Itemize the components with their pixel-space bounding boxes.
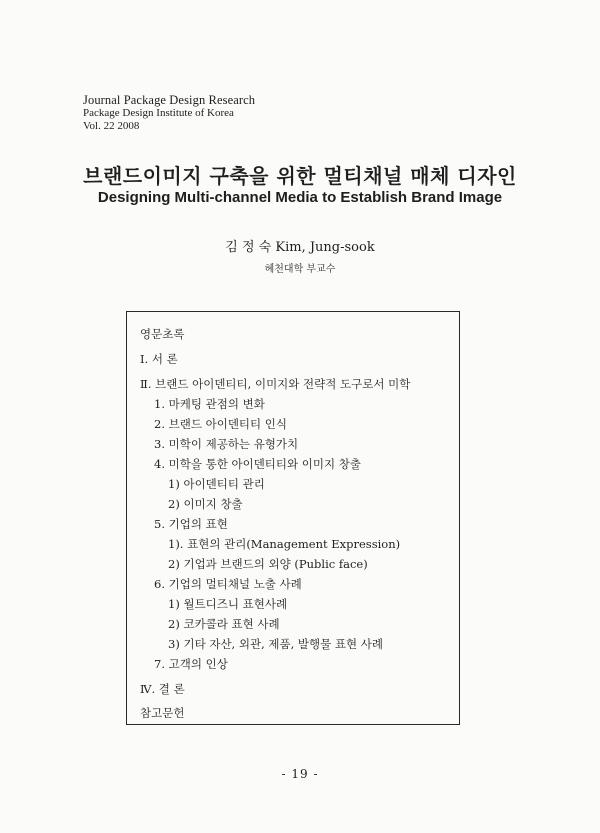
toc-item-2-4-1: 1) 아이덴티티 관리 <box>168 477 265 491</box>
toc-item-2-6-3: 3) 기타 자산, 외관, 제품, 발행물 표현 사례 <box>168 637 383 651</box>
toc-item-section-4: Ⅳ. 결 론 <box>140 682 185 696</box>
toc-item-2-6-1: 1) 월트디즈니 표현사례 <box>168 597 288 611</box>
toc-item-2-4: 4. 미학을 통한 아이덴티티와 이미지 창출 <box>154 457 361 471</box>
toc-item-2-4-2: 2) 이미지 창출 <box>168 497 243 511</box>
author-name: 김 정 숙 Kim, Jung-sook <box>225 240 375 255</box>
journal-header <box>83 94 255 133</box>
toc-item-2-3: 3. 미학이 제공하는 유형가치 <box>154 437 299 451</box>
toc-item-2-5: 5. 기업의 표현 <box>154 517 228 531</box>
toc-item-2-6: 6. 기업의 멀티채널 노출 사례 <box>154 577 302 591</box>
toc-item-references: 참고문헌 <box>140 706 185 720</box>
author-affiliation: 혜천대학 부교수 <box>264 264 336 275</box>
paper-title-english: Designing Multi-channel Media to Establish Brand Image <box>97 189 503 206</box>
toc-item-2-2: 2. 브랜드 아이덴티티 인식 <box>154 417 288 431</box>
toc-item-abstract: 영문초록 <box>140 327 185 341</box>
toc-item-2-7: 7. 고객의 인상 <box>154 657 228 671</box>
toc-item-2-6-2: 2) 코카콜라 표현 사례 <box>168 617 280 631</box>
journal-volume: Vol. 22 2008 <box>83 120 140 132</box>
paper-title-korean: 브랜드이미지 구축을 위한 멀티채널 매체 디자인 <box>83 164 517 188</box>
page-number: - 19 - <box>281 767 319 781</box>
toc-item-section-1: Ⅰ. 서 론 <box>140 352 178 366</box>
toc-item-2-5-2: 2) 기업과 브랜드의 외양 (Public face) <box>168 557 368 571</box>
journal-name: Journal Package Design Research <box>83 93 256 107</box>
toc-item-section-2: Ⅱ. 브랜드 아이덴티티, 이미지와 전략적 도구로서 미학 <box>140 377 411 391</box>
journal-publisher: Package Design Institute of Korea <box>83 107 234 119</box>
toc-item-2-1: 1. 마케팅 관점의 변화 <box>154 397 265 411</box>
table-of-contents <box>126 311 460 725</box>
toc-item-2-5-1: 1). 표현의 관리(Management Expression) <box>168 537 401 551</box>
